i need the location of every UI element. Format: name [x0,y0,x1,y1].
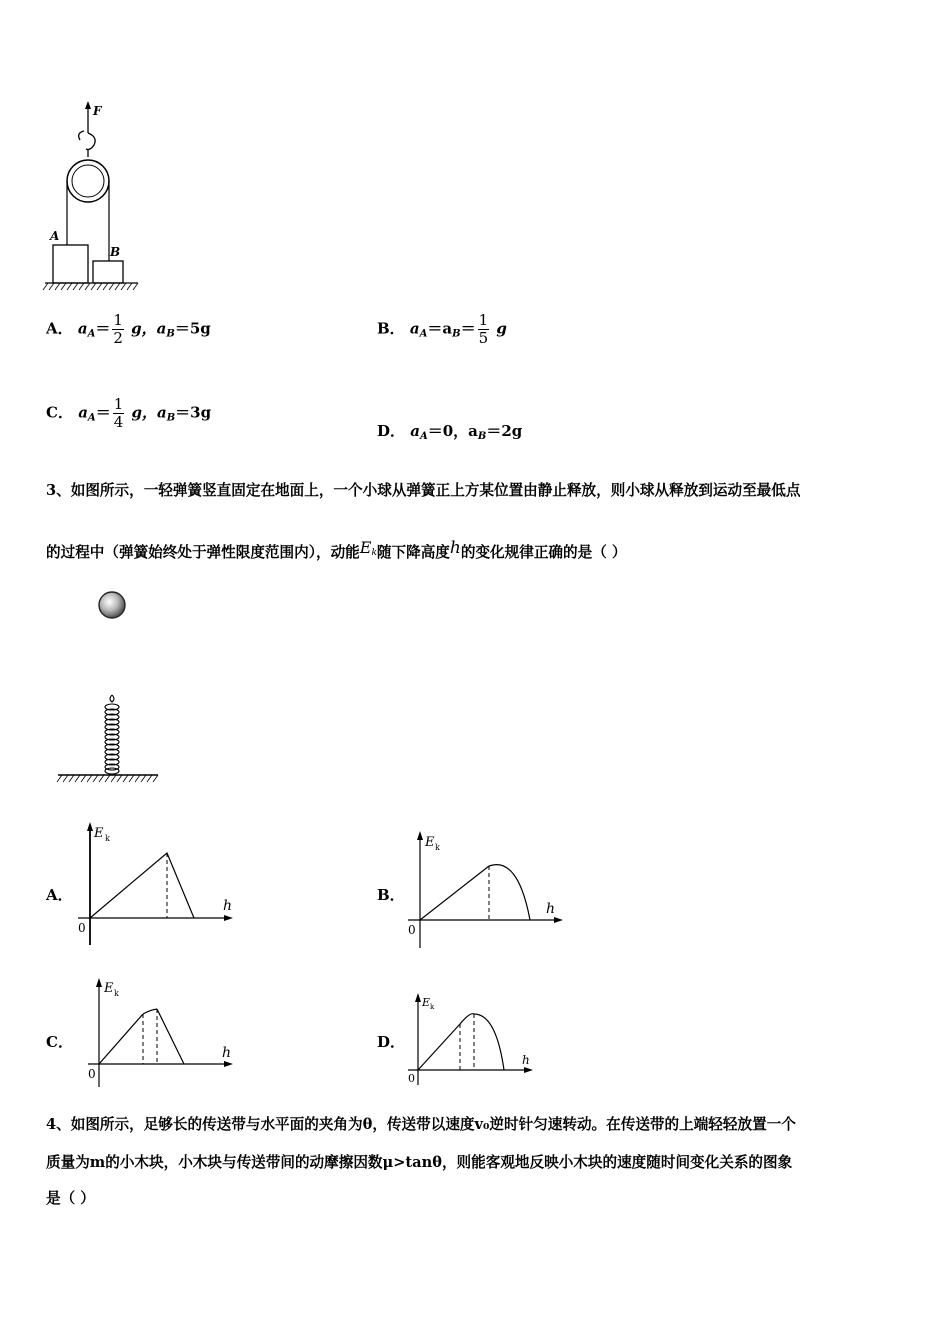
q4-line1: 4、如图所示，足够长的传送带与水平面的夹角为θ，传送带以速度v₀逆时针匀速转动。在传送带的上端轻轻放置一个 [46,1116,796,1133]
block-b-label: B [110,245,121,259]
fraction: $\frac{1}{4}$ [113,395,124,431]
pulley-figure [40,95,150,300]
q4-line2: 质量为m的小木块，小木块与传送带间的动摩擦因数μ>tanθ，则能客观地反映小木块的速度随时间变化关系的图象 [46,1154,793,1171]
ball-spring-figure [50,585,170,790]
q2-option-a[interactable]: A． $a_A=$ $\frac{1}{2}$ g，$a_B=5g$ [46,311,211,347]
svg-text:0: 0 [408,923,416,937]
svg-text:0: 0 [88,1067,96,1081]
ball-icon [99,592,125,618]
q3-option-c-graph[interactable] [80,975,240,1090]
q2-option-c[interactable]: C． $a_A=$ $\frac{1}{4}$ g，$a_B=3g$ [46,395,212,431]
svg-text:h: h [222,1045,232,1061]
force-label: F [93,104,102,118]
q3-line2: 的过程中（弹簧始终处于弹性限度范围内），动能Ek随下降高度h的变化规律正确的是（ ） [46,538,627,561]
spring-icon [105,695,119,774]
svg-text:E: E [104,981,114,996]
svg-text:E: E [422,996,431,1009]
q3-option-d-letter[interactable]: D． [377,1033,406,1051]
q2-option-b[interactable]: B． $a_A=a_B=$ $\frac{1}{5}$ g [377,311,507,347]
q3-option-a-letter[interactable]: A． [46,886,73,904]
q3-option-b-letter[interactable]: B． [377,886,405,904]
q4-line3: 是（ ） [46,1190,95,1207]
q3-option-b-graph[interactable] [400,828,570,953]
svg-text:h: h [522,1053,530,1067]
svg-text:h: h [223,898,233,914]
q3-option-c-letter[interactable]: C． [46,1033,73,1051]
svg-text:k: k [114,989,119,998]
svg-text:h: h [546,901,556,917]
q3-option-d-graph[interactable] [398,990,543,1090]
svg-text:0: 0 [408,1072,415,1085]
fraction: $\frac{1}{5}$ [478,311,489,347]
block-a-label: A [50,229,60,243]
q2-option-d[interactable]: D． $a_A=0$，$a_B=2g$ [377,422,523,442]
q3-option-a-graph[interactable] [70,820,240,950]
svg-text:0: 0 [78,921,86,935]
svg-text:k: k [435,843,440,852]
q3-line1: 3、如图所示，一轻弹簧竖直固定在地面上，一个小球从弹簧正上方某位置由静止释放，则小球从释放到运动至最低点 [46,482,801,499]
svg-text:E: E [425,835,435,850]
svg-text:k: k [430,1003,435,1011]
fraction: $\frac{1}{2}$ [113,311,123,347]
svg-text:k: k [105,834,110,843]
svg-text:E: E [94,826,104,841]
